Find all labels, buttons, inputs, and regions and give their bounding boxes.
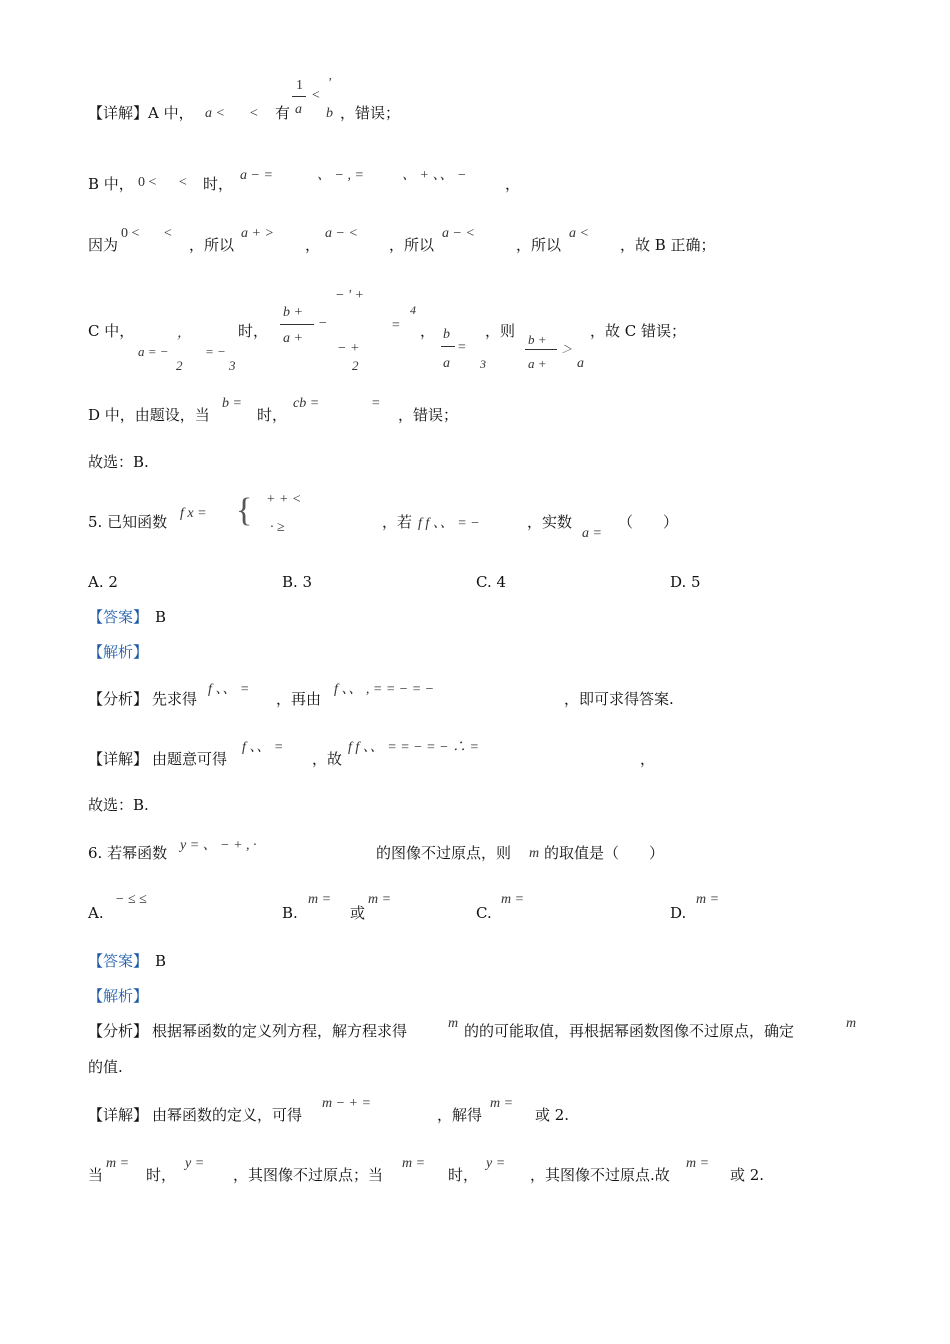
math-2: 2 <box>176 358 183 373</box>
detail-text-c: ， <box>640 750 656 768</box>
frac1-den: a + <box>283 331 303 346</box>
math-m-eq-1: m = <box>106 1156 130 1171</box>
text-shi: 时， <box>257 406 288 424</box>
text-or-2: 或 2. <box>730 1166 765 1184</box>
text-b-correct: ，故 B 正确； <box>620 236 716 254</box>
option-d-label: D. <box>670 904 687 922</box>
text-shi: 时， <box>203 175 234 193</box>
text-comma: ， <box>420 322 436 340</box>
text-comma: ， <box>505 175 521 193</box>
math-three: 3 <box>480 357 486 371</box>
answer-value: B <box>155 952 167 970</box>
piecewise-row-2: · ≥ <box>270 520 285 535</box>
question-6-text-c: 的取值是（ ） <box>544 844 665 862</box>
text-d: D 中，由题设，当 <box>88 406 210 424</box>
math-fx: f x = <box>180 506 207 521</box>
math-gt: ＞ <box>561 344 572 356</box>
question-5-text: 5. 已知函数 <box>88 513 168 531</box>
answer-value: B <box>155 608 167 626</box>
text-shi-2: 时， <box>448 1166 479 1184</box>
math-y: y = 、 − + , · <box>180 838 257 853</box>
math-a-lt: a < <box>205 106 225 121</box>
math-expr-1: a − = <box>240 168 273 183</box>
math-equation: m − + = <box>322 1096 371 1111</box>
math-expr-2: 、 − , = <box>317 168 364 183</box>
frac-denominator: a <box>295 102 302 117</box>
text-shishu: ，实数 <box>527 513 573 531</box>
answer-paren: （ ） <box>618 513 679 531</box>
detail-label: 【详解】 <box>88 1106 149 1124</box>
text-ruo: ，若 <box>382 513 413 531</box>
option-a[interactable]: A. 2 <box>88 573 118 591</box>
fraction-bar <box>292 96 306 97</box>
math-m-2: m <box>846 1016 857 1031</box>
frac3-num: b + <box>528 332 547 347</box>
option-c-label: C. <box>476 904 492 922</box>
option-b-or: 或 <box>350 904 366 922</box>
text-b-zhong: B 中， <box>88 175 134 193</box>
math-a-eq: a = − <box>138 344 169 359</box>
analysis-text-c: ，即可求得答案. <box>564 690 674 708</box>
question-6-text: 6. 若幂函数 <box>88 844 168 862</box>
detail-label: 【详解】 <box>88 750 149 768</box>
analysis-text-b: ，再由 <box>276 690 322 708</box>
analysis-text-a: 先求得 <box>152 690 198 708</box>
option-d[interactable]: D. 5 <box>670 573 701 591</box>
analysis-text-c: 的值. <box>88 1058 123 1076</box>
math-y-eq-1: y = <box>185 1156 205 1171</box>
text-not-origin-2: ，其图像不过原点.故 <box>530 1166 670 1184</box>
math-m-eq-3: m = <box>686 1156 710 1171</box>
math-a: a <box>577 356 584 371</box>
frac2-den: a <box>443 356 450 371</box>
math-a-eq: a = <box>582 526 602 541</box>
math-top: − ' + <box>335 288 364 303</box>
math-eq-2: = <box>457 340 467 355</box>
detail-text-a: 由幂函数的定义，可得 <box>152 1106 303 1124</box>
math-a-plus-gt: a + > <box>241 226 274 241</box>
detail-text-b: ，解得 <box>437 1106 483 1124</box>
math-lt: < <box>163 226 173 241</box>
analysis-label: 【分析】 <box>88 690 149 708</box>
select-answer-line: 故选：B. <box>88 453 149 471</box>
text-wrong: ，错误； <box>340 104 401 122</box>
answer-tag: 【答案】 <box>88 608 149 626</box>
text-suoyi-3: ，所以 <box>516 236 562 254</box>
text-c-wrong: ，故 C 错误； <box>590 322 687 340</box>
option-a-label: A. <box>88 904 104 922</box>
text-wrong: ，错误； <box>398 406 459 424</box>
fraction-bar <box>280 324 314 325</box>
math-sup: ' <box>328 76 331 91</box>
piecewise-row-1: + + < <box>266 492 302 507</box>
analysis-tag: 【解析】 <box>88 643 149 661</box>
math-eq: = <box>371 396 381 411</box>
math-f: f 、、 = <box>242 740 284 755</box>
math-a-minus-lt: a − < <box>325 226 358 241</box>
text-not-origin-1: ，其图像不过原点；当 <box>233 1166 384 1184</box>
detail-a-text: 【详解】A 中， <box>88 104 194 122</box>
option-c-math: m = <box>501 892 525 907</box>
analysis-tag: 【解析】 <box>88 987 149 1005</box>
math-m-eq-2: m = <box>402 1156 426 1171</box>
analysis-label: 【分析】 <box>88 1022 149 1040</box>
math-b: b <box>326 106 333 121</box>
math-eq: = <box>391 318 401 333</box>
math-a-lt: a < <box>569 226 589 241</box>
text-dang: 当 <box>88 1166 104 1184</box>
math-f: f 、、 = <box>208 682 250 697</box>
math-ff: f f 、、 = − <box>418 516 480 531</box>
math-lt-2: < <box>311 88 321 103</box>
option-a-math: − ≤ ≤ <box>115 892 147 907</box>
option-c[interactable]: C. 4 <box>476 573 507 591</box>
question-6-text-b: 的图像不过原点，则 <box>376 844 512 862</box>
text-suoyi-1: ，所以 <box>189 236 235 254</box>
math-cb: cb = <box>293 396 320 411</box>
text-comma: ， <box>305 236 321 254</box>
math-comma: ， <box>177 326 191 341</box>
fraction-bar <box>441 346 455 347</box>
detail-text-b: ，故 <box>312 750 343 768</box>
math-3: 3 <box>229 358 236 373</box>
select-answer-line: 故选：B. <box>88 796 149 814</box>
math-m: m <box>529 846 540 861</box>
math-expr-3: 、 + 、、 − <box>402 168 467 183</box>
option-b-math-1: m = <box>308 892 332 907</box>
frac1-num: b + <box>283 305 303 320</box>
math-b-eq: = − <box>205 344 226 359</box>
math-bottom: − + <box>337 341 360 356</box>
math-four: 4 <box>410 303 416 317</box>
analysis-text-b: 的的可能取值，再根据幂函数图像不过原点，确定 <box>464 1022 795 1040</box>
analysis-text-a: 根据幂函数的定义列方程，解方程求得 <box>152 1022 408 1040</box>
math-f-chain: f 、、 , = = − = − <box>334 682 435 697</box>
math-bottom-2: 2 <box>352 358 359 373</box>
text-shi: 时， <box>238 322 269 340</box>
text-c-zhong: C 中， <box>88 322 135 340</box>
math-ff-chain: f f 、、 = = − = − ∴ = <box>348 740 479 755</box>
math-a-minus-lt-2: a − < <box>442 226 475 241</box>
text-you: 有 <box>275 104 291 122</box>
math-y-eq-2: y = <box>486 1156 506 1171</box>
detail-text-a: 由题意可得 <box>152 750 228 768</box>
math-b-eq: b = <box>222 396 242 411</box>
math-m: m <box>448 1016 459 1031</box>
text-suoyi-2: ，所以 <box>389 236 435 254</box>
piecewise-brace: { <box>236 492 253 529</box>
detail-text-c: 或 2. <box>535 1106 570 1124</box>
option-d-math: m = <box>696 892 720 907</box>
math-lt: < <box>249 106 259 121</box>
text-yinwei: 因为 <box>88 236 119 254</box>
answer-tag: 【答案】 <box>88 952 149 970</box>
text-shi-1: 时， <box>146 1166 177 1184</box>
math-lt: < <box>178 175 188 190</box>
frac3-den: a + <box>528 356 547 371</box>
option-b-math-2: m = <box>368 892 392 907</box>
frac-numerator: 1 <box>296 78 303 93</box>
text-ze: ，则 <box>485 322 516 340</box>
math-minus: − <box>318 316 328 331</box>
option-b-label: B. <box>282 904 298 922</box>
math-m-eq: m = <box>490 1096 514 1111</box>
frac2-num: b <box>443 327 450 342</box>
math-0-lt: 0 < <box>138 175 157 190</box>
fraction-bar <box>525 349 557 350</box>
option-b[interactable]: B. 3 <box>282 573 313 591</box>
math-0-lt: 0 < <box>121 226 140 241</box>
